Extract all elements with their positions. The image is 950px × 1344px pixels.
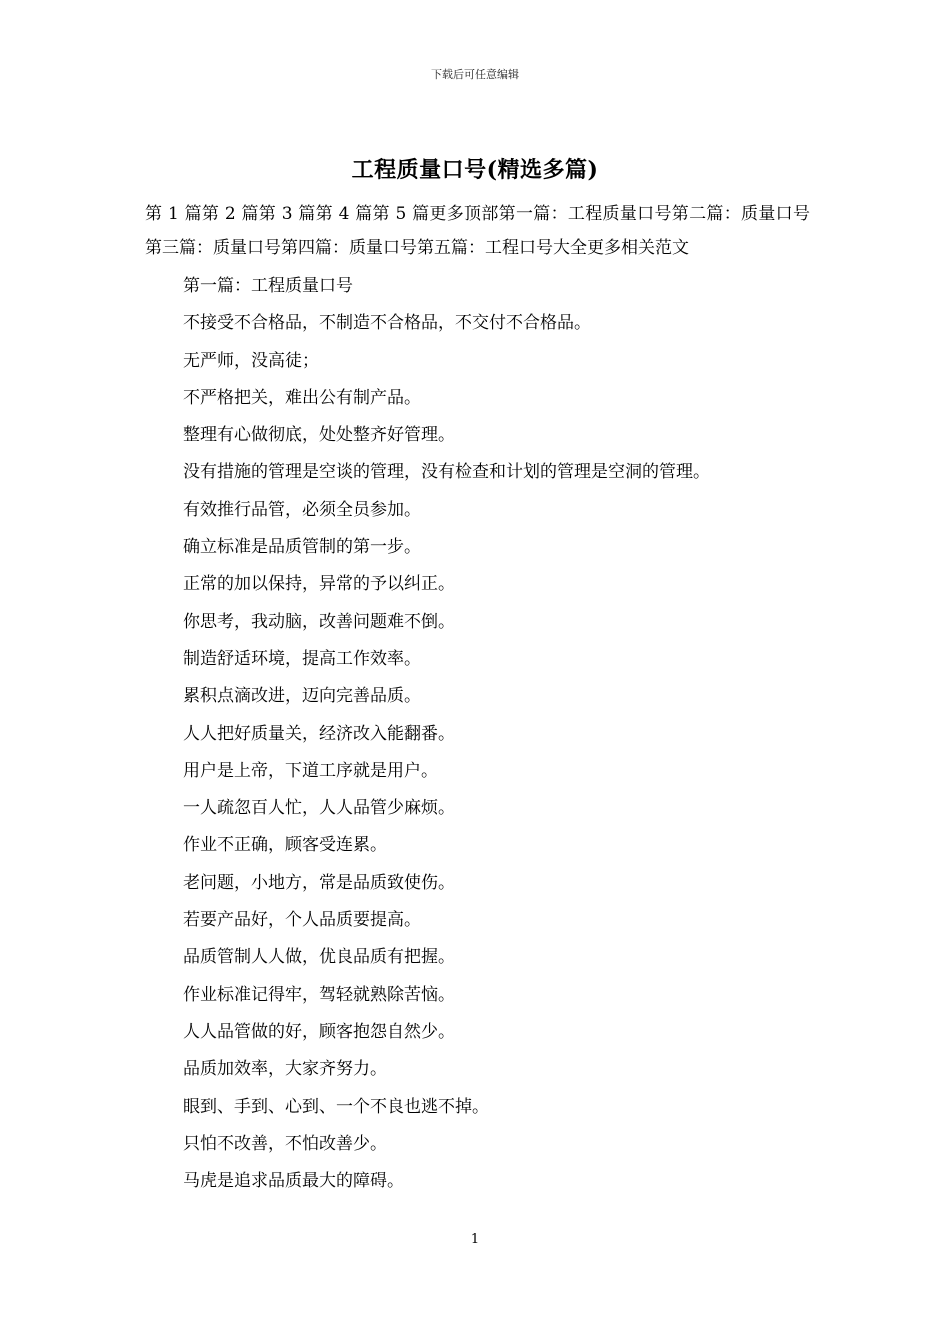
page-number: 1: [470, 1232, 480, 1247]
slogan-line: 没有措施的管理是空谈的管理，没有检查和计划的管理是空洞的管理。: [183, 462, 710, 483]
slogan-line: 品质管制人人做，优良品质有把握。: [183, 947, 455, 968]
slogan-line: 马虎是追求品质最大的障碍。: [183, 1171, 404, 1192]
section-heading: 第一篇：工程质量口号: [183, 276, 353, 296]
slogan-line: 制造舒适环境，提高工作效率。: [183, 648, 421, 669]
document-body: [145, 268, 810, 1200]
slogan-line: 作业不正确，顾客受连累。: [183, 835, 387, 856]
slogan-line: 确立标准是品质管制的第一步。: [183, 537, 421, 558]
slogan-line: 眼到、手到、心到、一个不良也逃不掉。: [183, 1096, 489, 1117]
slogan-line: 作业标准记得牢，驾轻就熟除苦恼。: [183, 984, 455, 1005]
slogan-line: 无严师，没高徒；: [183, 350, 319, 371]
slogan-line: 正常的加以保持，异常的予以纠正。: [183, 574, 455, 595]
slogan-line: 人人把好质量关，经济改入能翻番。: [183, 723, 455, 744]
slogan-line: 人人品管做的好，顾客抱怨自然少。: [183, 1021, 455, 1042]
slogan-line: 品质加效率，大家齐努力。: [183, 1059, 387, 1080]
slogan-line: 老问题，小地方，常是品质致使伤。: [183, 872, 455, 893]
slogan-line: 用户是上帝，下道工序就是用户。: [183, 760, 438, 781]
slogan-line: 累积点滴改进，迈向完善品质。: [183, 686, 421, 707]
slogan-line: 不严格把关，难出公有制产品。: [183, 387, 421, 408]
slogan-line: 有效推行品管，必须全员参加。: [183, 499, 421, 520]
slogan-line: 一人疏忽百人忙，人人品管少麻烦。: [183, 798, 455, 819]
slogan-line: 整理有心做彻底，处处整齐好管理。: [183, 425, 455, 446]
slogan-line: 若要产品好，个人品质要提高。: [183, 910, 421, 931]
table-of-contents-paragraph: 第 1 篇第 2 篇第 3 篇第 4 篇第 5 篇更多顶部第一篇：工程质量口号第二篇：质量口号第三篇：质量口号第四篇：质量口号第五篇：工程口号大全更多相关范文: [145, 204, 810, 258]
page-header: 下载后可任意编辑: [431, 68, 519, 81]
slogan-line: 不接受不合格品，不制造不合格品，不交付不合格品。: [183, 313, 591, 334]
slogan-line: 只怕不改善，不怕改善少。: [183, 1133, 387, 1154]
document-title: 工程质量口号(精选多篇): [351, 157, 599, 183]
slogan-line: 你思考，我动脑，改善问题难不倒。: [183, 611, 455, 632]
